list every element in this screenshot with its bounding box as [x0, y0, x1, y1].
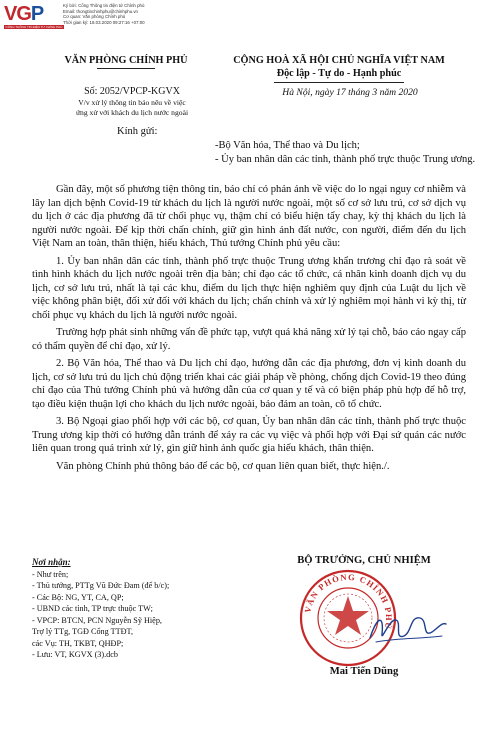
body-paragraph: 2. Bộ Văn hóa, Thể thao và Du lịch chỉ đạo, hướng dẫn các địa phương, đơn vị kinh doanh du lịch, cơ sở lưu trú du lịch chủ động triển khai các giải pháp về phòng, chống dịch Covid-19 theo đúng chỉ đạo của Thủ tướng Chính phủ và hướng dẫn của cơ quan y tế và có biện pháp phù hợp để hỗ trợ, tạo điều kiện thuận lợi cho khách du lịch nước ngoài, bảo đảm an toàn, cô tổ chức.	[32, 358, 466, 410]
body-paragraph: Gần đây, một số phương tiện thông tin, báo chí có phản ánh về việc do lo ngại nguy cơ nhiễm và lây lan dịch bệnh Covid-19 từ khách du lịch là người nước ngoài, một số cơ sở lưu trú, cơ sở dịch vụ du lịch ở các địa phương đã từ chối phục vụ, thậm chí có biểu hiện tẩy chay, kỳ thị khách du lịch là người nước ngoài. Để kịp thời chấn chỉnh, giữ gìn hình ảnh đất nước, con người, điểm đến du lịch Việt Nam an toàn, thân thiện, hiếu khách, Thủ tướng Chính phủ yêu cầu:	[32, 184, 466, 249]
handwritten-signature	[366, 608, 448, 648]
addressee-item: - Ủy ban nhân dân các tỉnh, thành phố trực thuộc Trung ương.	[215, 153, 476, 165]
signer-name: Mai Tiến Dũng	[329, 666, 399, 677]
recipient-line: - Như trên;	[32, 569, 69, 579]
national-motto: Độc lập - Tự do - Hạnh phúc	[276, 68, 402, 79]
vgp-logo: VGP	[4, 3, 44, 25]
motto-underline	[274, 82, 404, 83]
document-number: Số: 2052/VPCP-KGVX	[84, 86, 180, 97]
vgp-logo-block	[4, 3, 63, 30]
e-signature-time: Thời gian ký: 18.03.2020 09:27:16 +07:00	[63, 19, 145, 25]
recipient-line: các Vụ: TH, TKBT, QHĐP;	[32, 638, 124, 648]
national-title: CỘNG HOÀ XÃ HỘI CHỦ NGHĨA VIỆT NAM	[233, 55, 445, 66]
date-line: Hà Nội, ngày 17 tháng 3 năm 2020	[282, 87, 418, 98]
subject-line: ứng xử với khách du lịch nước ngoài	[75, 107, 189, 117]
vgp-logo-tagline: CỔNG THÔNG TIN ĐIỆN TỬ CHÍNH PHỦ	[5, 25, 63, 29]
body-paragraph: 1. Ủy ban nhân dân các tỉnh, thành phố trực thuộc Trung ương khẩn trương chỉ đạo rà soát về tình hình khách du lịch nước ngoài trên địa bàn; chỉ đạo các tổ chức, cá nhân kinh doanh dịch vụ du lịch, cơ sở lưu trú, nhất là tại các khu, điểm du lịch thực hiện nghiêm quy định của Luật du lịch về việc không phân biệt, đối xử đối với khách du lịch; chấn chỉnh và xử lý nghiêm mọi hành vi kỳ thị, từ chối phục vụ khách du lịch là người nước ngoài.	[32, 255, 466, 321]
body-paragraph: Trường hợp phát sinh những vấn đề phức tạp, vượt quá khả năng xử lý tại chỗ, báo cáo ngay cấp có thẩm quyền để chỉ đạo, xử lý.	[32, 327, 466, 352]
body-paragraph: 3. Bộ Ngoại giao phối hợp với các bộ, cơ quan, Ủy ban nhân dân các tỉnh, thành phố trực thuộc Trung ương kịp thời có hướng dẫn tránh để xảy ra các vụ việc và phối hợp với Đại sứ quán các nước liên quan trong quá trình xử lý, gìn giữ hình ảnh quốc gia hiếu khách, thân thiện.	[32, 416, 466, 454]
seal-text: VĂN PHÒNG CHÍNH PHỦ	[302, 571, 395, 631]
subject-line: V/v xử lý thông tin báo nêu về việc	[78, 98, 186, 107]
e-signature-signer: Ký bởi: Cổng Thông tin điện tử Chính phủ	[63, 3, 145, 8]
recipient-line: - Lưu: VT, KGVX (3).dcb	[32, 650, 118, 659]
e-signature-email: Email: thongtinchinhphu@chinhphu.vn	[63, 8, 139, 14]
addressee-item: -Bộ Văn hóa, Thể thao và Du lịch;	[215, 140, 360, 151]
recipient-line: - Các Bộ: NG, YT, CA, QP;	[32, 592, 124, 602]
body-paragraph: Văn phòng Chính phủ thông báo để các bộ, cơ quan liên quan biết, thực hiện./.	[56, 460, 390, 472]
addressee-label: Kính gửi:	[117, 126, 158, 137]
recipient-line: - VPCP: BTCN, PCN Nguyễn Sỹ Hiệp,	[32, 615, 162, 625]
recipient-line: - Thủ tướng, PTTg Vũ Đức Đam (để b/c);	[32, 581, 170, 590]
agency-underline	[97, 68, 155, 69]
recipients-title: Nơi nhận:	[32, 557, 71, 567]
recipient-line: - UBND các tỉnh, TP trực thuộc TW;	[32, 604, 153, 613]
document-body	[32, 183, 466, 477]
signer-title: BỘ TRƯỞNG, CHỦ NHIỆM	[297, 555, 431, 566]
e-signature-org: Cơ quan: Văn phòng Chính phủ	[63, 14, 126, 20]
document-subject	[56, 98, 208, 117]
recipients-block	[32, 557, 237, 661]
recipient-line: Trợ lý TTg, TGĐ Cổng TTĐT,	[32, 627, 133, 636]
addressee-list	[215, 139, 500, 166]
issuing-agency: VĂN PHÒNG CHÍNH PHỦ	[64, 55, 188, 66]
e-signature-info	[63, 3, 213, 25]
